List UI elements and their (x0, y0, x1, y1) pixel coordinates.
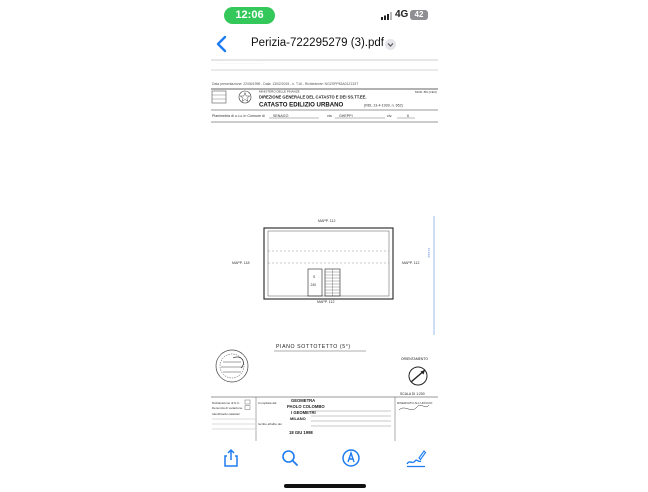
civ-label: civ. (387, 114, 393, 118)
identifiers-label: Identificativi catastali (212, 412, 240, 416)
share-icon[interactable] (220, 447, 242, 469)
floor-plan (264, 228, 393, 299)
pdf-page-view[interactable] (211, 58, 438, 441)
north-arrow-icon (409, 367, 427, 385)
title-menu-chevron-icon[interactable] (385, 39, 396, 50)
stamp-geometra: GEOMETRA (291, 398, 316, 403)
via-label: via (327, 114, 332, 118)
cellular-signal-icon (381, 12, 393, 20)
office-stamp-icon (216, 350, 248, 382)
reserved-office-label: RISERVATO ALL'UFFICIO (397, 401, 433, 405)
orientation-label: ORIENTAMENTO (401, 357, 429, 361)
stamp-geometri: I GEOMETRI (291, 410, 316, 415)
document-title[interactable]: Perizia-722295279 (3).pdf (251, 37, 384, 49)
ministry-text: MINISTERO DELLE FINANZE (259, 89, 300, 94)
overlay-print-lines (311, 411, 391, 426)
top-parcel-label: MAPP. 112 (318, 219, 336, 223)
registered-label: Iscritto all'albo dei (258, 422, 282, 426)
header-line: Data presentazione: 22/06/1998 - Data: 13/02/2015 - n. T16 - Richiedente: NGZSPP83A01Z133T (212, 82, 359, 86)
vertical-note: 11 metri (427, 248, 431, 258)
compiled-by-label: Compilata dal (258, 401, 277, 405)
model-label: MOD. BN (CEU) (415, 90, 437, 94)
scale-label: SCALA DI 1:200 (400, 392, 425, 396)
back-chevron-icon[interactable] (214, 34, 230, 54)
variation-label: Denuncia di variazione (212, 406, 243, 410)
catasto-title: CATASTO EDILIZIO URBANO (259, 101, 344, 109)
comune-label: Planimetria di u.i.u. in Comune di (212, 114, 265, 118)
office-box (212, 91, 226, 103)
pdf-viewer-screen (211, 0, 438, 492)
republic-emblem-icon (239, 91, 251, 103)
nav-bar (211, 30, 438, 58)
floor-label: PIANO SOTTOTETTO (5°) (276, 344, 351, 350)
signature-scribble-icon (399, 405, 429, 410)
search-icon[interactable] (279, 447, 301, 469)
law-reference: (RDL 13-4-1939, n. 652) (364, 103, 403, 108)
registration-date: 18 GIU 1998 (289, 430, 313, 435)
network-type: 4G (395, 9, 409, 20)
building-outline (264, 228, 393, 299)
comune-value: SENAGO (273, 114, 289, 118)
stamp-name: PAOLO COLOMBO (287, 404, 325, 409)
previous-page-edge-text: . . . . . . . . . . . . . . . . . . . . . . . . . . . . . (217, 61, 265, 65)
signature-icon[interactable] (405, 447, 427, 469)
stamp-city: MILANO (290, 416, 306, 421)
markup-icon[interactable] (340, 447, 362, 469)
left-parcel-label: MAPP. 118 (232, 261, 250, 265)
status-bar (211, 0, 438, 30)
status-time[interactable]: 12:06 (224, 7, 275, 24)
floor-plan-page (211, 58, 438, 441)
declaration-label: Dichiarazione di N.C. (212, 401, 241, 405)
room-code: S (313, 275, 316, 279)
right-parcel-label: MAPP. 112 (402, 261, 420, 265)
home-indicator[interactable] (284, 484, 366, 488)
civ-value: 6 (407, 114, 409, 118)
bottom-parcel-label: MAPP. 112 (317, 300, 335, 304)
battery-indicator: 42 (410, 10, 428, 20)
inner-wall (268, 231, 389, 296)
via-value: GHEPPI (339, 114, 353, 118)
directorate-text: DIREZIONE GENERALE DEL CATASTO E DEI SS.TT.EE. (259, 94, 367, 100)
room-height: 240 (310, 283, 317, 287)
